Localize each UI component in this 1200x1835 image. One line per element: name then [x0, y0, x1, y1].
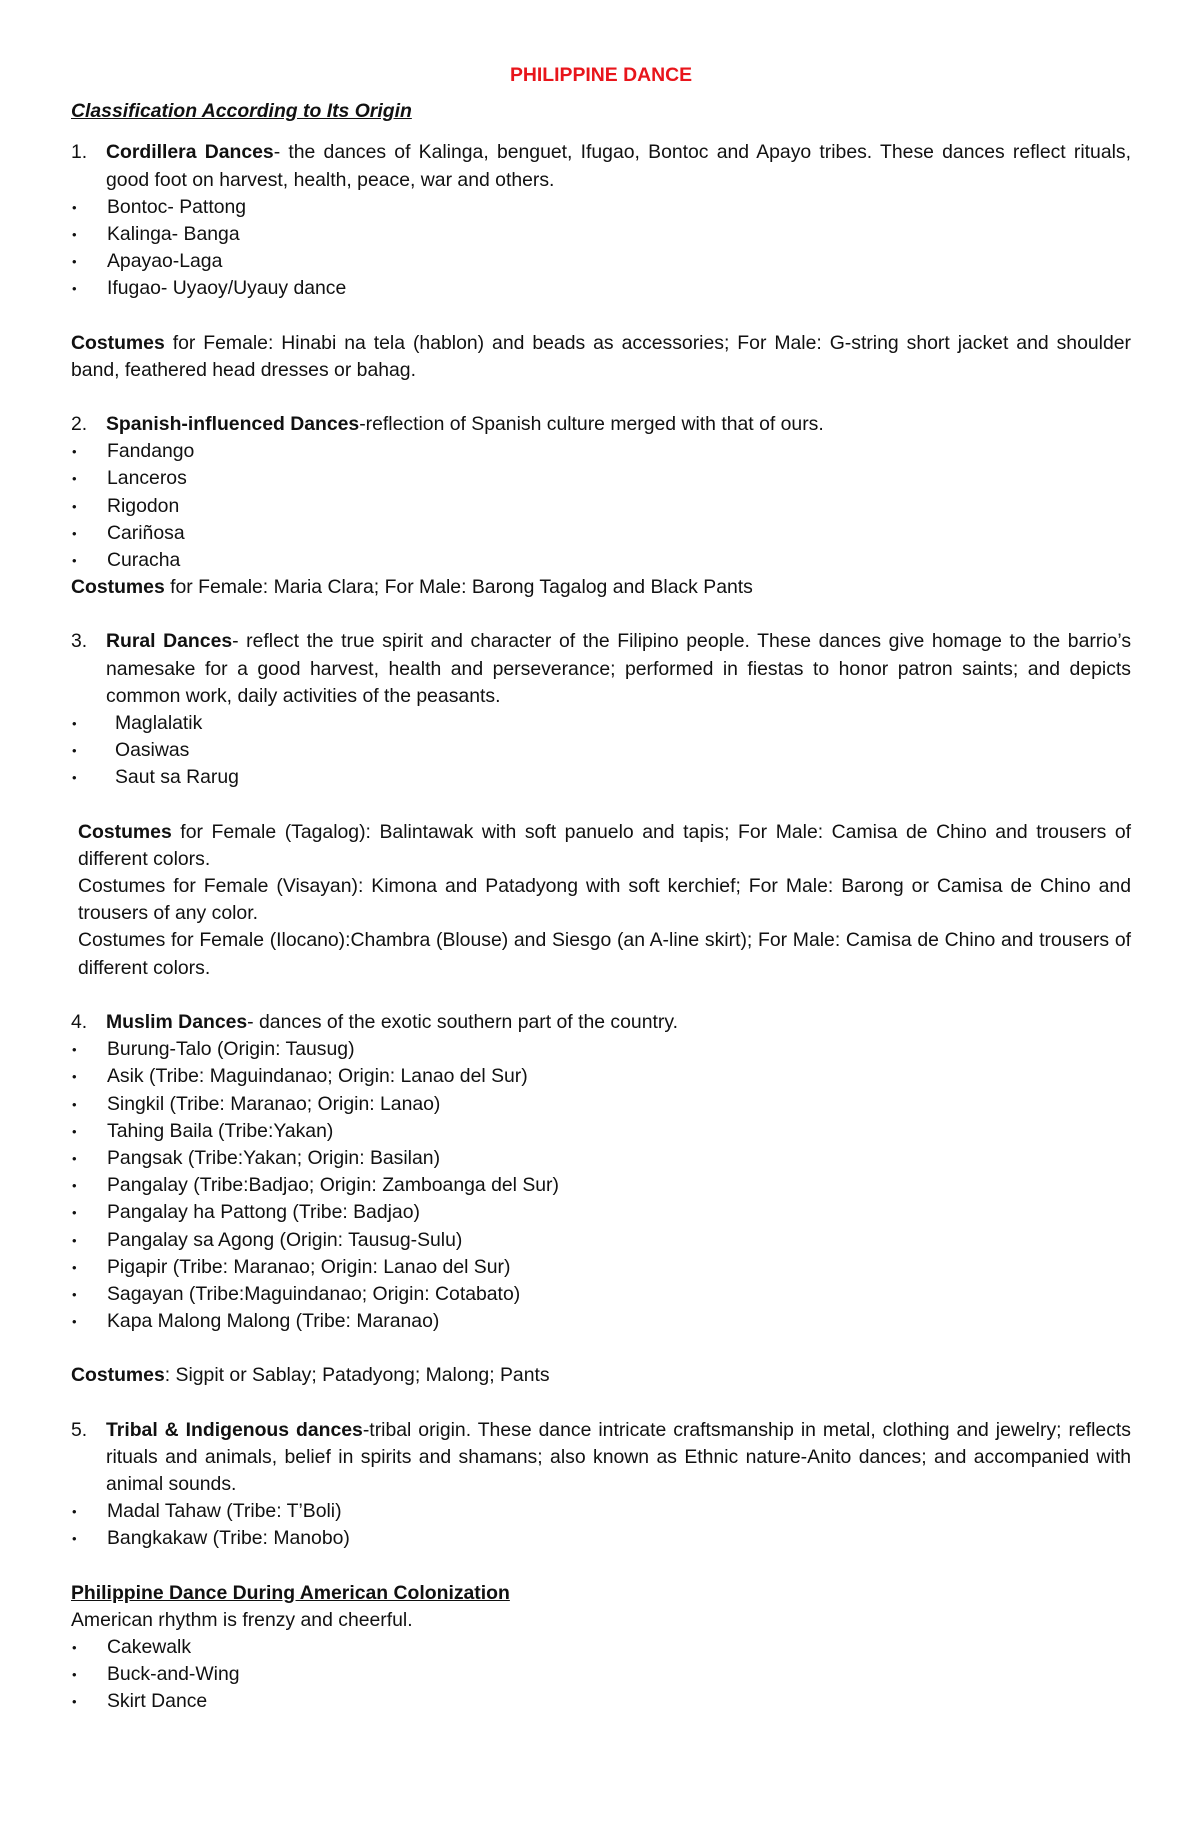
- bullet-icon: •: [72, 444, 77, 460]
- list-item-text: Kalinga- Banga: [107, 223, 240, 246]
- list-item: [71, 764, 1131, 791]
- list-item-text: Pangalay (Tribe:Badjao; Origin: Zamboanga del Sur): [107, 1174, 559, 1197]
- section-5-list: [71, 1498, 1131, 1552]
- list-item-text: Singkil (Tribe: Maranao; Origin: Lanao): [107, 1092, 441, 1115]
- list-item: [71, 737, 1131, 764]
- list-item: [71, 1091, 1131, 1118]
- list-item-text: Rigodon: [107, 494, 180, 517]
- section-term: Spanish-influenced Dances: [106, 413, 360, 436]
- bullet-icon: •: [72, 498, 77, 514]
- list-item-text: Maglalatik: [115, 712, 203, 735]
- list-item-text: Fandango: [107, 440, 195, 463]
- list-item: [71, 1281, 1131, 1308]
- list-item: [71, 520, 1131, 547]
- bullet-icon: •: [72, 1667, 77, 1683]
- section-text: - reflect the true spirit and character of the Filipino people. These dances give homage to the barrio’s namesake for a good harvest, health and perseverance; performed in fiestas to honor patron saints; and depicts common work, daily activities of the peasants.: [106, 630, 1132, 707]
- list-item: [71, 1254, 1131, 1281]
- section-term: Cordillera Dances: [106, 141, 274, 164]
- list-item: [71, 275, 1131, 302]
- list-item: [71, 1063, 1131, 1090]
- list-item-text: Sagayan (Tribe:Maguindanao; Origin: Cotabato): [107, 1282, 521, 1305]
- list-item: [71, 547, 1131, 574]
- list-item: [71, 1172, 1131, 1199]
- list-item: [71, 438, 1131, 465]
- list-item: [71, 221, 1131, 248]
- costume-text: for Female (Tagalog): Balintawak with soft panuelo and tapis; For Male: Camisa de Chino and trousers of different colors.: [78, 820, 1131, 870]
- bullet-icon: •: [72, 1178, 77, 1194]
- list-item: [71, 1145, 1131, 1172]
- section-term: Muslim Dances: [106, 1010, 248, 1033]
- list-item: [71, 465, 1131, 492]
- section-2-list: [71, 438, 1131, 574]
- bullet-icon: •: [72, 1639, 77, 1655]
- list-item: [71, 1525, 1131, 1552]
- section-number: 1.: [71, 141, 88, 164]
- list-item-text: Cakewalk: [107, 1635, 192, 1658]
- section-4-paragraph: [71, 1009, 1131, 1036]
- bullet-icon: •: [72, 1069, 77, 1085]
- costume-paragraph: Costumes for Female (Ilocano):Chambra (Blouse) and Siesgo (an A-line skirt); For Male: Camisa de Chino and trousers of different colors.: [78, 929, 1131, 979]
- document-page: [71, 62, 1131, 1716]
- bullet-icon: •: [72, 1150, 77, 1166]
- list-item-text: Bontoc- Pattong: [107, 195, 247, 218]
- section-term: Tribal & Indigenous dances: [106, 1418, 363, 1441]
- list-item-text: Kapa Malong Malong (Tribe: Maranao): [107, 1310, 440, 1333]
- bullet-icon: •: [72, 1205, 77, 1221]
- bullet-icon: •: [72, 1286, 77, 1302]
- list-item-text: Saut sa Rarug: [115, 766, 239, 789]
- costume-term: Costumes: [71, 331, 165, 354]
- american-list: [71, 1634, 1131, 1716]
- document-title: PHILIPPINE DANCE: [509, 64, 693, 86]
- list-item-text: Pangsak (Tribe:Yakan; Origin: Basilan): [107, 1146, 441, 1169]
- list-item-text: Pangalay sa Agong (Origin: Tausug-Sulu): [107, 1228, 463, 1251]
- list-item-text: Madal Tahaw (Tribe: T’Boli): [107, 1500, 342, 1523]
- section-3-paragraph: [71, 628, 1131, 710]
- list-item: [71, 1634, 1131, 1661]
- list-item: [71, 1199, 1131, 1226]
- section-term: Rural Dances: [106, 630, 233, 653]
- list-item-text: Pangalay ha Pattong (Tribe: Badjao): [107, 1201, 420, 1224]
- bullet-icon: •: [72, 1531, 77, 1547]
- bullet-icon: •: [72, 199, 77, 215]
- bullet-icon: •: [72, 254, 77, 270]
- list-item: [71, 710, 1131, 737]
- list-item: [71, 248, 1131, 275]
- list-item: [71, 1688, 1131, 1715]
- list-item-text: Pigapir (Tribe: Maranao; Origin: Lanao del Sur): [107, 1255, 511, 1278]
- section-text: - dances of the exotic southern part of the country.: [247, 1010, 678, 1033]
- bullet-icon: •: [72, 1314, 77, 1330]
- list-item-text: Oasiwas: [115, 739, 190, 762]
- american-heading: Philippine Dance During American Colonization: [71, 1581, 510, 1604]
- bullet-icon: •: [72, 1504, 77, 1520]
- section-number: 4.: [71, 1010, 88, 1033]
- costume-paragraph: [71, 1362, 1131, 1389]
- section-subheading: Classification According to Its Origin: [71, 100, 412, 123]
- costume-paragraph: Costumes for Female (Visayan): Kimona and Patadyong with soft kerchief; For Male: Barong or Camisa de Chino and trousers of any color.: [78, 875, 1131, 925]
- section-text: -tribal origin. These dance intricate craftsmanship in metal, clothing and jewelry; reflects rituals and animals, belief in spirits and shamans; also known as Ethnic nature-Anito dances; and accompanied with animal sounds.: [106, 1418, 1131, 1495]
- section-2-paragraph: [71, 411, 1131, 438]
- list-item: [71, 1308, 1131, 1335]
- bullet-icon: •: [72, 553, 77, 569]
- costume-term: Costumes: [71, 1364, 165, 1387]
- bullet-icon: •: [72, 1694, 77, 1710]
- list-item: [71, 1498, 1131, 1525]
- costume-paragraph: [78, 819, 1131, 873]
- section-5-paragraph: [71, 1417, 1131, 1499]
- costume-paragraph: [71, 330, 1131, 384]
- american-text: American rhythm is frenzy and cheerful.: [71, 1608, 413, 1631]
- list-item-text: Buck-and-Wing: [107, 1663, 240, 1686]
- costume-text: for Female: Hinabi na tela (hablon) and beads as accessories; For Male: G-string short jacket and shoulder band, feathered head dresses or bahag.: [71, 331, 1131, 381]
- list-item-text: Lanceros: [107, 467, 187, 490]
- list-item: [71, 194, 1131, 221]
- section-number: 5.: [71, 1418, 88, 1441]
- list-item-text: Burung-Talo (Origin: Tausug): [107, 1038, 355, 1061]
- list-item: [71, 493, 1131, 520]
- list-item-text: Skirt Dance: [107, 1690, 208, 1713]
- bullet-icon: •: [72, 281, 77, 297]
- list-item-text: Apayao-Laga: [107, 250, 223, 273]
- bullet-icon: •: [72, 1123, 77, 1139]
- section-1-list: [71, 194, 1131, 303]
- list-item: [71, 1118, 1131, 1145]
- section-number: 2.: [71, 413, 88, 436]
- list-item-text: Ifugao- Uyaoy/Uyauy dance: [107, 277, 347, 300]
- list-item: [71, 1661, 1131, 1688]
- bullet-icon: •: [72, 743, 77, 759]
- list-item-text: Tahing Baila (Tribe:Yakan): [107, 1119, 334, 1142]
- section-1-paragraph: [71, 139, 1131, 193]
- bullet-icon: •: [72, 1259, 77, 1275]
- section-text: -reflection of Spanish culture merged with that of ours.: [359, 413, 824, 436]
- bullet-icon: •: [72, 1096, 77, 1112]
- list-item-text: Curacha: [107, 549, 181, 572]
- list-item: [71, 1227, 1131, 1254]
- list-item-text: Bangkakaw (Tribe: Manobo): [107, 1527, 350, 1550]
- section-4-list: [71, 1036, 1131, 1335]
- costume-term: Costumes: [78, 820, 172, 843]
- bullet-icon: •: [72, 1232, 77, 1248]
- bullet-icon: •: [72, 1042, 77, 1058]
- bullet-icon: •: [72, 227, 77, 243]
- section-number: 3.: [71, 630, 88, 653]
- costume-text: for Female: Maria Clara; For Male: Barong Tagalog and Black Pants: [164, 576, 753, 599]
- section-3-list: [71, 710, 1131, 792]
- list-item-text: Asik (Tribe: Maguindanao; Origin: Lanao del Sur): [107, 1065, 528, 1088]
- section-text: - the dances of Kalinga, benguet, Ifugao, Bontoc and Apayo tribes. These dances reflect rituals, good foot on harvest, health, peace, war and others.: [106, 141, 1132, 191]
- bullet-icon: •: [72, 716, 77, 732]
- costume-paragraph: [71, 574, 1131, 601]
- costume-text: : Sigpit or Sablay; Patadyong; Malong; Pants: [164, 1364, 550, 1387]
- bullet-icon: •: [72, 525, 77, 541]
- costume-term: Costumes: [71, 576, 165, 599]
- bullet-icon: •: [72, 770, 77, 786]
- bullet-icon: •: [72, 471, 77, 487]
- list-item-text: Cariñosa: [107, 521, 185, 544]
- list-item: [71, 1036, 1131, 1063]
